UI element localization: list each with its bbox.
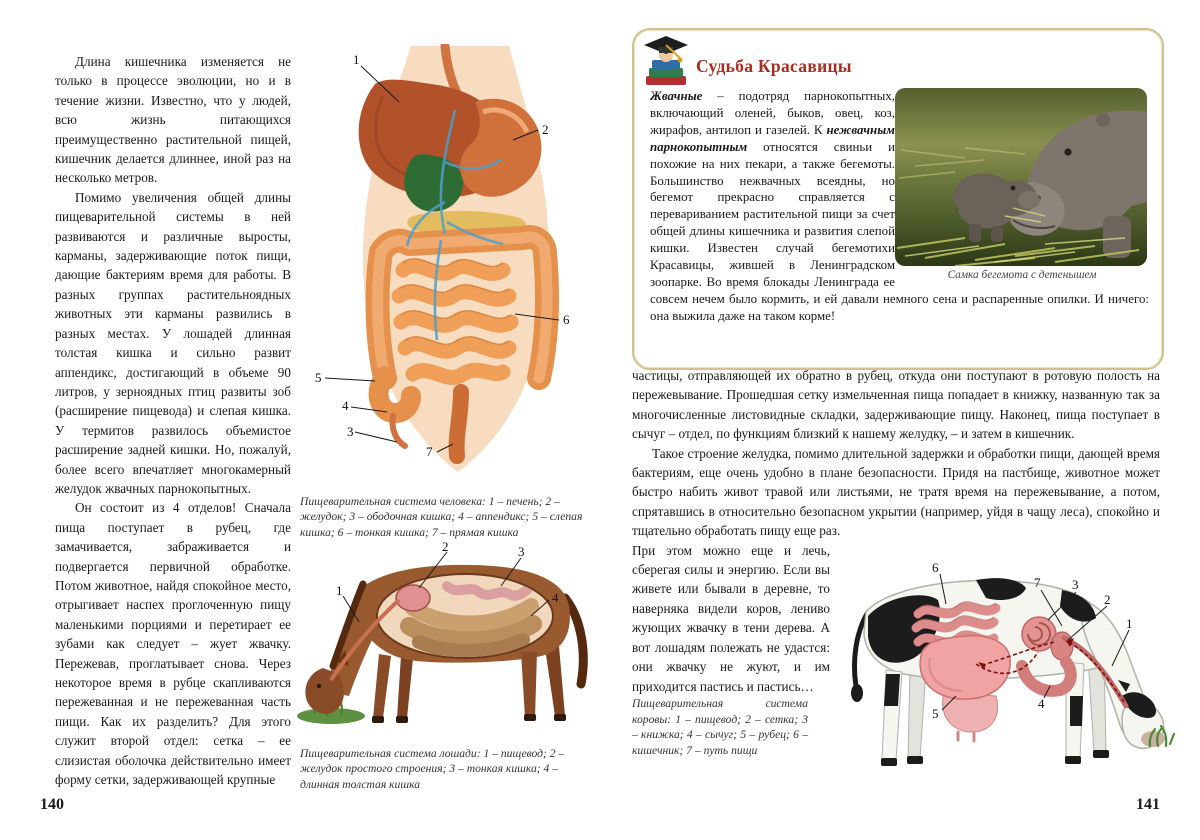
left-text-column: [55, 52, 291, 788]
figure-label: 7: [426, 444, 433, 459]
info-box: [632, 28, 1164, 370]
figure-label: 4: [552, 590, 559, 605]
human-digestive-figure: [295, 44, 625, 476]
hippo-photo-figure: [895, 88, 1149, 282]
figure-label: 4: [1038, 696, 1045, 711]
infobox-text: относятся свиньи и похожие на них пекари, а также бегемоты. Большинство нежвачных всеядны, но бегемот прекрасно справляется с перевариванием растительной пищи за счет общей длины кишечника и развития слепой кишки. Известен случай бегемотихи Красавицы, жившей в Ленинградском зоопарке. Во время блокады Ленинграда ее совсем нечем было кормить, и ей давали немного сена и распаренные опилки. И ничего: она выжила даже на таком корме!: [650, 139, 1149, 323]
hippo-photo: [895, 88, 1147, 266]
infobox-body: [650, 88, 1149, 360]
figure-label: 3: [1072, 577, 1079, 592]
body-paragraph: При этом можно еще и лечь, сберегая силы и энергию. Если вы живете или бывали в деревне, то наверняка видели коров, лениво жующих жвачку в тени дерева. А вот лошадям полежать не удастся: они жвачку не жуют, и им приходится пастись и пастись…: [632, 542, 830, 694]
figure-label: 6: [932, 560, 939, 575]
figure-label: 2: [1104, 592, 1111, 607]
human-digestive-illustration: [295, 44, 625, 476]
infobox-lead-bold: Жвачные: [650, 89, 703, 103]
photo-caption: Самка бегемота с детенышем: [947, 269, 1097, 281]
figure-caption: Пищеварительная система человека: 1 – печень; 2 – желудок; 3 – ободочная кишка; 4 – аппендикс; 5 – слепая кишка; 6 – тонкая кишка; 7 – прямая кишка: [300, 494, 583, 539]
figure-label: 5: [315, 370, 322, 385]
body-paragraph: Длина кишечника изменяется не только в процессе эволюции, но и в течение жизни. Известно, что у людей, всю жизнь питающихся преимущественно растительной пищей, кишечник делается длиннее, иной раз на несколько метров.: [55, 54, 291, 186]
figure-label: 3: [347, 424, 354, 439]
page-number-right: 141: [1136, 796, 1160, 813]
body-paragraph: Он состоит из 4 отделов! Сначала пища поступает в рубец, где замачивается, забраживается и подвергается первичной обработке. Потом животное, найдя спокойное место, отрыгивает наспех проглоченную пищу маленькими порциями и перетирает ее зубами как следует – жует жвачку. Пережевав, проглатывает снова. Через некоторое время в рубце скапливаются пережеванная и не пережеванная часть пищи. Как их разделить? Для этого служит второй отдел: сетка – ее слизистая оболочка действительно имеет форму сетки, задерживающей крупные: [55, 500, 291, 788]
scholar-books-icon: [642, 34, 690, 88]
figure-label: 1: [336, 583, 343, 598]
infobox-lead-bold: нежвачным парнокопытным: [650, 122, 895, 154]
figure-label: 1: [1126, 616, 1133, 631]
infobox-text: – подотряд парнокопытных, включающий оленей, быков, овец, коз, жирафов, антилоп и газелей. К: [650, 89, 895, 137]
body-paragraph: частицы, отправляющей их обратно в рубец, откуда они поступают в ротовую полость на пережевывание. Прошедшая сетку измельченная пища попадает в книжку, названную так за многочисленные листовидные складки, задерживающие пищу. Наконец, пища поступает в сычуг – отдел, по функциям близкий к нашему желудку, – и затем в кишечник.: [632, 368, 1160, 442]
figure-label: 7: [1034, 575, 1041, 590]
figure-label: 2: [442, 540, 449, 554]
body-paragraph: Помимо увеличения общей длины пищеварительной системы в ней развиваются и различные выросты, карманы, задерживающие поток пищи, дающие бактериям время для работы. В разных группах растительноядных животных эти карманы развились в разных местах. У лошадей длинная толстая кишка и сильно развит аппендикс, достигающий в объеме 90 литров, у зерноядных птиц развиты зоб (расширение пищевода) и слепая кишка. У термитов развилось объемистое расширение задней кишки. Но, пожалуй, более всего впечатляет многокамерный желудок жвачных парнокопытных.: [55, 189, 291, 496]
figure-caption: Пищеварительная система лошади: 1 – пищевод; 2 – желудок простого строения; 3 – тонкая кишка; 4 – длинная толстая кишка: [300, 746, 565, 791]
figure-label: 4: [342, 398, 349, 413]
page-number-left: 140: [40, 796, 64, 813]
infobox-title: Судьба Красавицы: [696, 56, 852, 76]
figure-label: 3: [518, 544, 525, 559]
figure-label: 6: [563, 312, 570, 327]
figure-label: 2: [542, 122, 549, 137]
figure-label: 1: [353, 52, 360, 67]
figure-label: 5: [932, 706, 939, 721]
horse-digestive-figure: [297, 540, 619, 728]
cow-digestive-illustration: [826, 546, 1176, 788]
cow-digestive-figure: [826, 546, 1176, 788]
horse-digestive-illustration: [297, 540, 619, 728]
figure-caption: Пищеварительная система коровы: 1 – пищевод; 2 – сетка; 3 – книжка; 4 – сычуг; 5 – рубец; 6 – кишечник; 7 – путь пищи: [632, 696, 808, 757]
body-paragraph: Такое строение желудка, помимо длительной задержки и обработки пищи, дающей время бактериям, еще очень удобно в плане безопасности. Придя на пастбище, животное может быстро набить живот травой или листьями, не тратя время на пережевывание, а потом, спрятавшись в относительно безопасном укрытии (например, уйдя в чащу леса), спокойно и тщательно обработать пищу еще раз.: [632, 445, 1160, 539]
